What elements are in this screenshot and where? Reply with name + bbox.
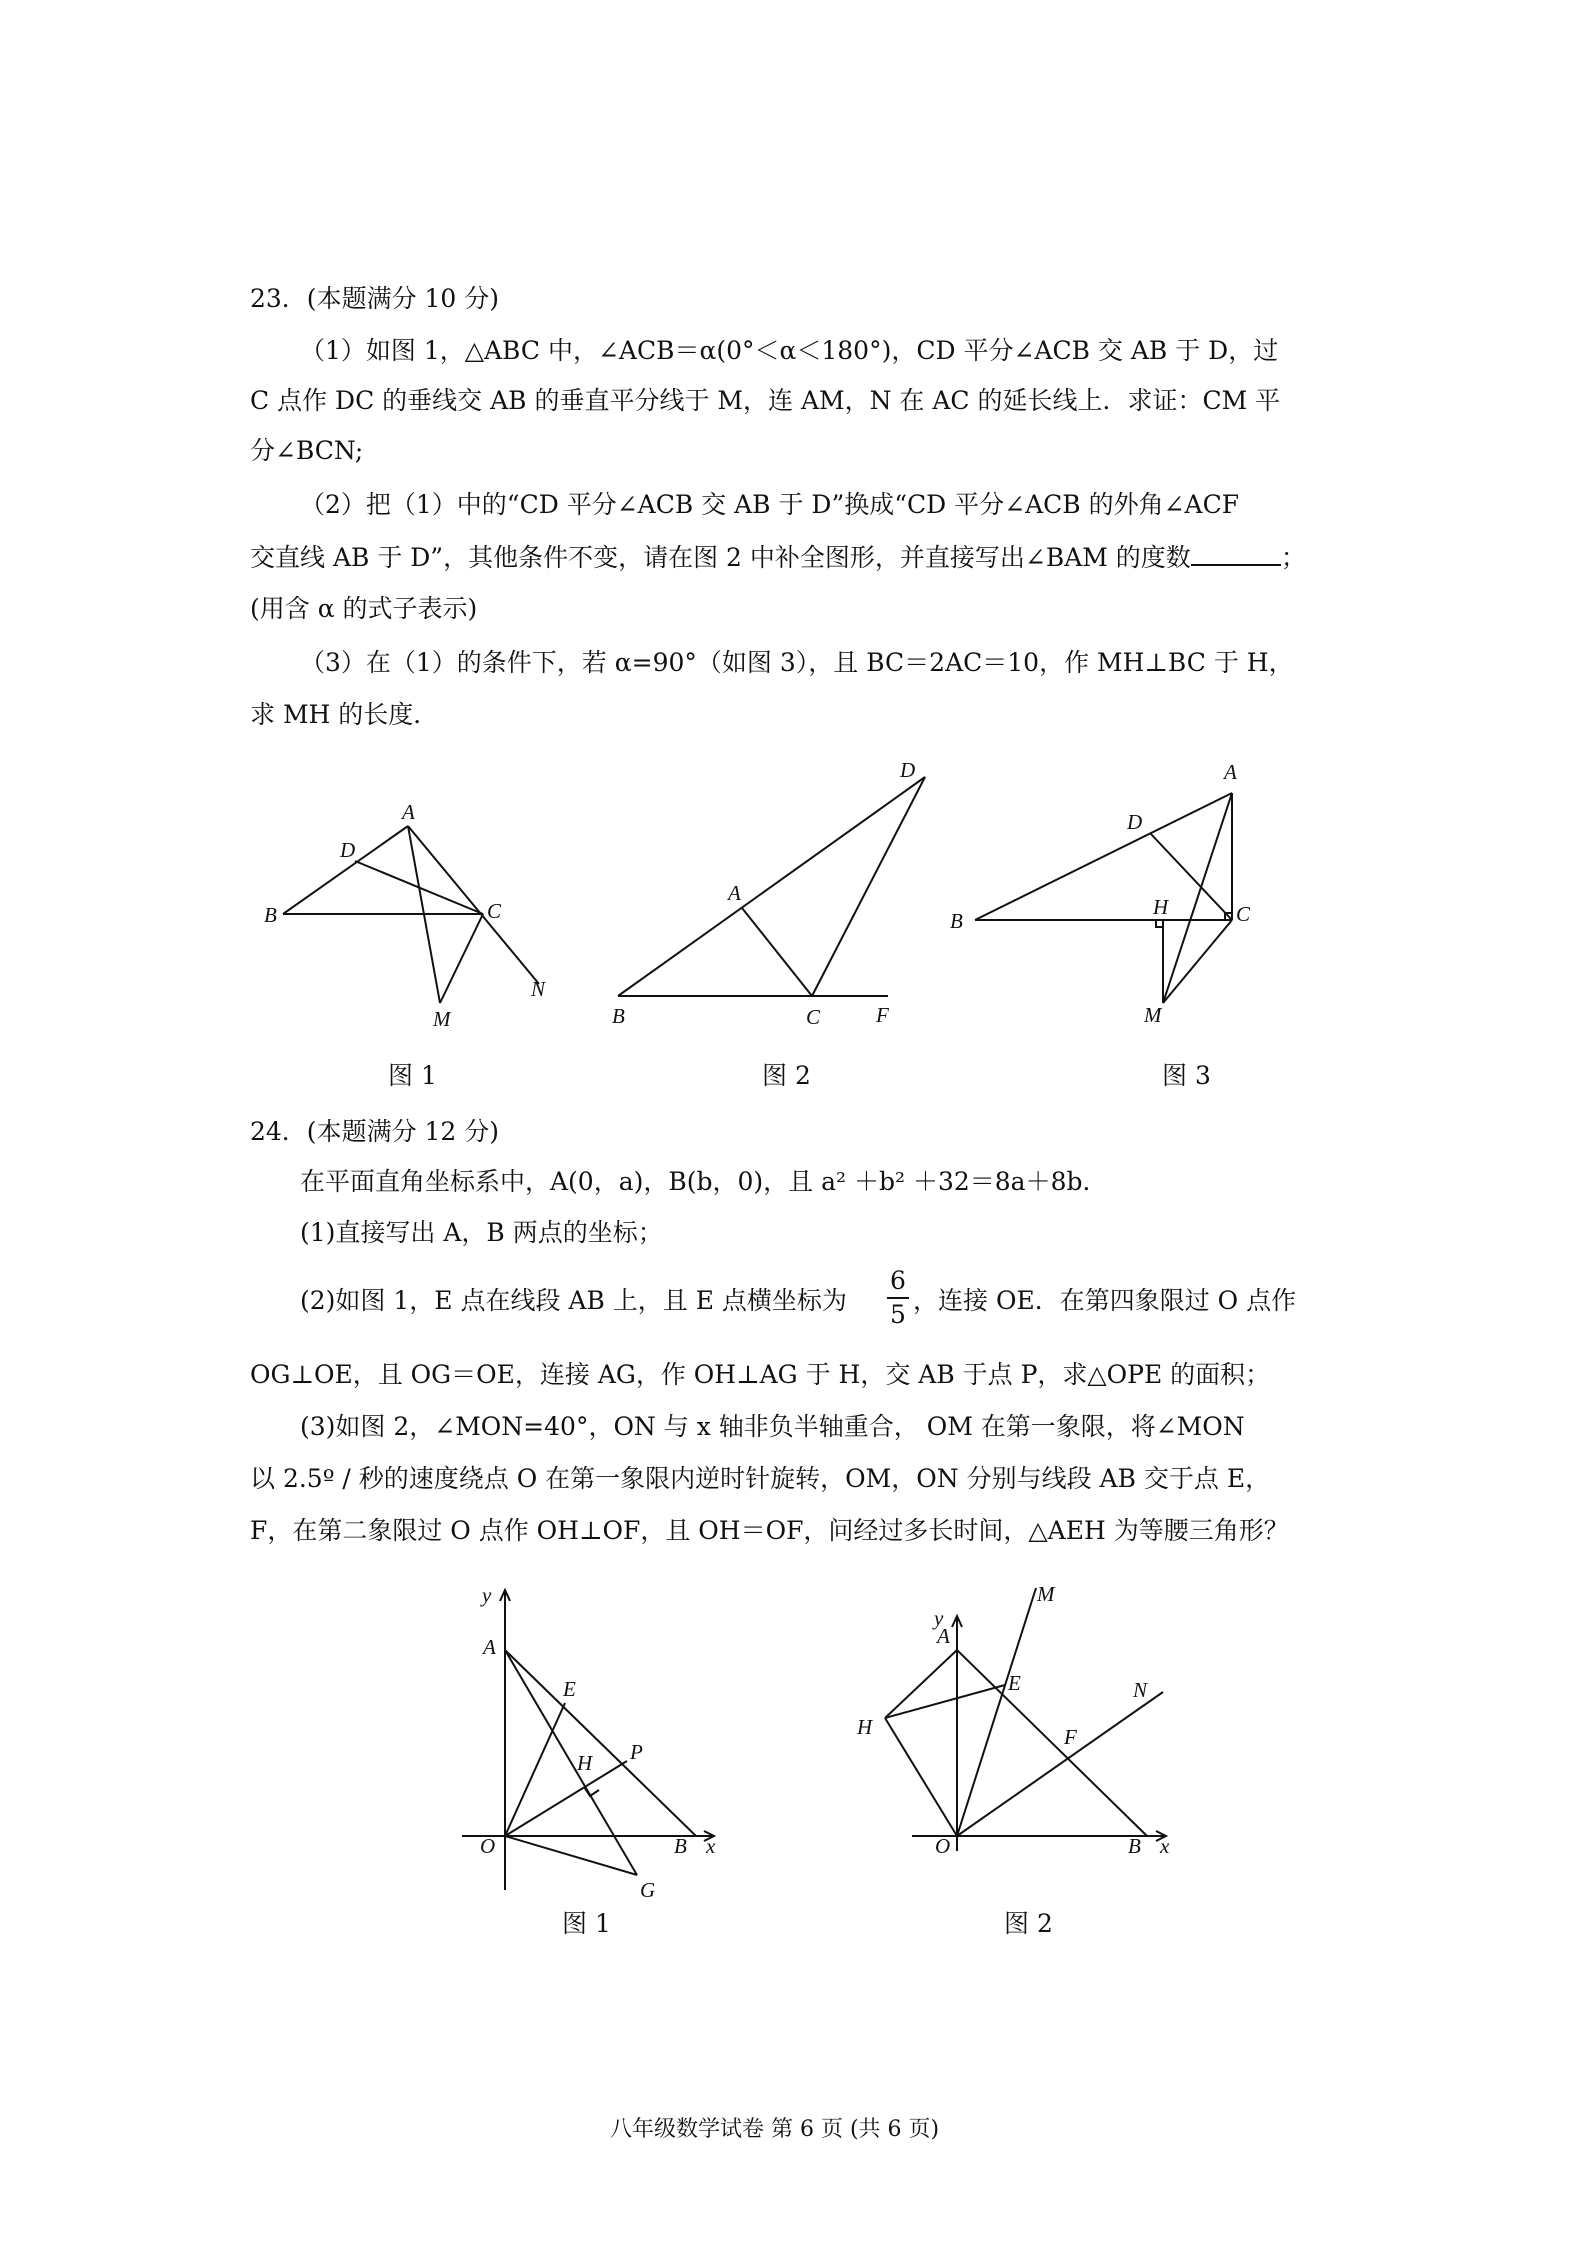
q24-fig1-label-G: G xyxy=(640,1878,656,1902)
q24-fig1-label-y: y xyxy=(482,1583,492,1607)
q23-fig3-label-A: A xyxy=(1224,760,1237,784)
q24-fig2-label-y: y xyxy=(934,1606,944,1630)
q24-fig1-label-P: P xyxy=(630,1740,643,1764)
q24-fig1-label-B: B xyxy=(674,1834,687,1858)
q24-fig2-label-x: x xyxy=(1160,1834,1170,1858)
q24-fig1-label-A: A xyxy=(483,1635,496,1659)
q24-header: 24．(本题满分 12 分) xyxy=(250,1117,500,1146)
q24-fig2-label-E: E xyxy=(1008,1671,1021,1695)
q23-fig2-label-A: A xyxy=(728,881,741,905)
q24-fig2-label-B: B xyxy=(1128,1834,1141,1858)
q23-part1-line2: C 点作 DC 的垂线交 AB 的垂直平分线于 M，连 AM，N 在 AC 的延长线上．求证：CM 平 xyxy=(250,386,1281,415)
q23-part3-line1: （3）在（1）的条件下，若 α=90°（如图 3），且 BC＝2AC＝10，作 MH⊥BC 于 H， xyxy=(300,648,1294,677)
q23-fig1-label-M: M xyxy=(433,1007,451,1031)
q23-header: 23．(本题满分 10 分) xyxy=(250,284,500,313)
q24-part3-line3: F，在第二象限过 O 点作 OH⊥OF，且 OH＝OF，问经过多长时间，△AEH 为等腰三角形？ xyxy=(250,1516,1289,1545)
q24-fig2-label-F: F xyxy=(1064,1725,1077,1749)
q24-part3-line1: (3)如图 2，∠MON=40°，ON 与 x 轴非负半轴重合， OM 在第一象限，将∠MON xyxy=(300,1412,1245,1441)
q24-fig1-label-O: O xyxy=(480,1834,496,1858)
q24-part2-line1a: (2)如图 1，E 点在线段 AB 上，且 E 点横坐标为 xyxy=(300,1286,847,1315)
q23-fig2-label-D: D xyxy=(900,758,916,782)
q24-fig1-label-E: E xyxy=(563,1677,576,1701)
q23-fig1-label-D: D xyxy=(340,838,356,862)
q24-intro: 在平面直角坐标系中，A(0，a)，B(b，0)，且 a² ＋b² ＋32＝8a＋8b． xyxy=(300,1167,1108,1196)
q24-part2-line2: OG⊥OE，且 OG＝OE，连接 AG，作 OH⊥AG 于 H，交 AB 于点 P，求△OPE 的面积； xyxy=(250,1360,1271,1389)
q23-part2-line2-text: 交直线 AB 于 D”，其他条件不变，请在图 2 中补全图形，并直接写出∠BAM 的度数 xyxy=(250,543,1191,572)
q23-fig1-label-B: B xyxy=(264,903,277,927)
q24-fig2-label-M: M xyxy=(1037,1582,1055,1606)
q23-fig3-label-C: C xyxy=(1236,902,1251,926)
q23-fig2-caption: 图 2 xyxy=(762,1061,811,1090)
q23-fig3-label-D: D xyxy=(1127,810,1143,834)
q23-fig1-label-N: N xyxy=(531,977,546,1001)
page-footer: 八年级数学试卷 第 6 页 (共 6 页) xyxy=(610,2117,940,2142)
q24-fig1-label-x: x xyxy=(706,1834,716,1858)
q23-fig3-label-M: M xyxy=(1144,1003,1162,1027)
q23-part1-line3: 分∠BCN; xyxy=(250,436,364,465)
q24-fig1-caption: 图 1 xyxy=(562,1909,611,1938)
q24-fig2-label-O: O xyxy=(935,1834,951,1858)
q24-fig1-label-H: H xyxy=(577,1751,593,1775)
q23-fig3-caption: 图 3 xyxy=(1162,1061,1211,1090)
q23-fig2-label-F: F xyxy=(876,1003,889,1027)
q24-fig2-caption: 图 2 xyxy=(1004,1909,1053,1938)
q23-fig1-caption: 图 1 xyxy=(388,1061,437,1090)
q23-fig1-label-A: A xyxy=(402,800,415,824)
q23-part2-line2-end: ； xyxy=(1280,543,1306,572)
q23-fig3-label-B: B xyxy=(950,909,963,933)
q24-part2-line1b: ，连接 OE．在第四象限过 O 点作 xyxy=(913,1286,1297,1315)
q23-part3-line2: 求 MH 的长度． xyxy=(250,700,439,729)
q24-fig2-label-H: H xyxy=(857,1715,873,1739)
q23-fig1-label-C: C xyxy=(487,899,502,923)
fraction-numerator: 6 xyxy=(890,1266,906,1295)
q24-fig2-label-N: N xyxy=(1133,1678,1148,1702)
q23-fig2-label-B: B xyxy=(612,1004,625,1028)
q24-fig2-lines xyxy=(885,1588,1166,1851)
q23-part2-line3: (用含 α 的式子表示) xyxy=(250,594,478,623)
q24-part3-line2: 以 2.5º / 秒的速度绕点 O 在第一象限内逆时针旋转，OM，ON 分别与线段 AB 交于点 E， xyxy=(250,1464,1271,1493)
q24-part1: (1)直接写出 A，B 两点的坐标； xyxy=(300,1218,663,1247)
q24-fig2-label-A: A xyxy=(937,1624,950,1648)
fraction-denominator: 5 xyxy=(890,1300,906,1329)
q23-fig3-label-H: H xyxy=(1153,895,1169,919)
q23-part2-line1: （2）把（1）中的“CD 平分∠ACB 交 AB 于 D”换成“CD 平分∠ACB 的外角∠ACF xyxy=(300,490,1240,519)
q23-fig2-label-C: C xyxy=(806,1005,821,1029)
q23-part1-line1: （1）如图 1，△ABC 中，∠ACB＝α(0°＜α＜180°)，CD 平分∠ACB 交 AB 于 D，过 xyxy=(300,336,1279,365)
